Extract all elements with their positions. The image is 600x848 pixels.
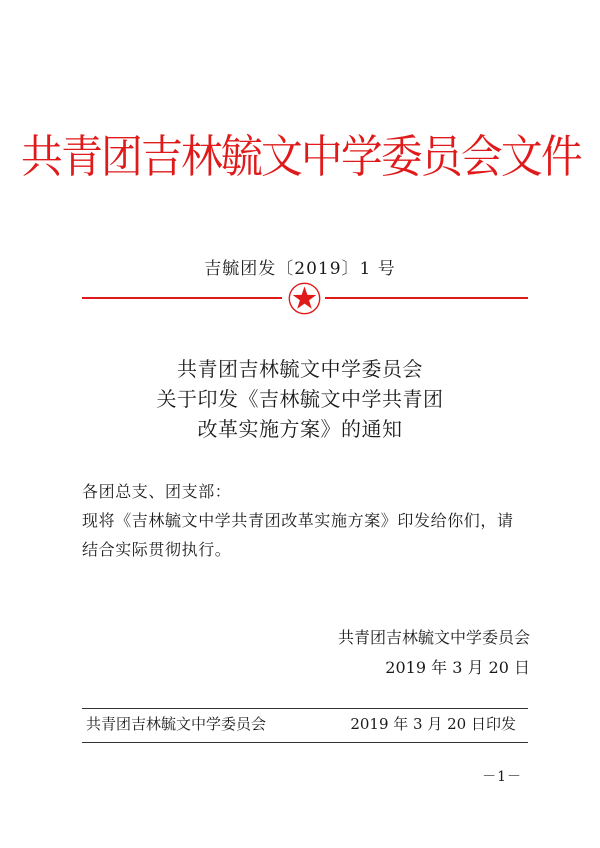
signature-block [338,623,530,683]
title-line-2: 关于印发《吉林毓文中学共青团 [156,387,444,411]
body-paragraph-line-1: 现将《吉林毓文中学共青团改革实施方案》印发给你们，请 [82,511,514,530]
footer-rule-bottom [82,742,528,743]
footer-printed-date: 2019 年 3 月 20 日印发 [350,715,516,733]
signature-date: 2019 年 3 月 20 日 [385,658,530,677]
title-line-3: 改革实施方案》的通知 [197,417,403,441]
signature-issuer: 共青团吉林毓文中学委员会 [337,628,530,647]
document-number: 吉毓团发〔2019〕1 号 [204,259,396,279]
footer-rule-top [82,708,528,709]
red-divider-right [325,297,528,299]
page-number: －1－ [482,769,522,785]
document-masthead: 共青团吉林毓文中学委员会文件 [21,130,581,183]
body-paragraph-line-2: 结合实际贯彻执行。 [82,540,232,559]
red-divider-left [82,297,282,299]
footer-issuer: 共青团吉林毓文中学委员会 [86,715,267,733]
notice-title [0,354,600,444]
salutation: 各团总支、团支部： [82,482,232,501]
notice-body [82,477,532,564]
title-line-1: 共青团吉林毓文中学委员会 [177,357,423,381]
red-star-icon [288,282,321,315]
